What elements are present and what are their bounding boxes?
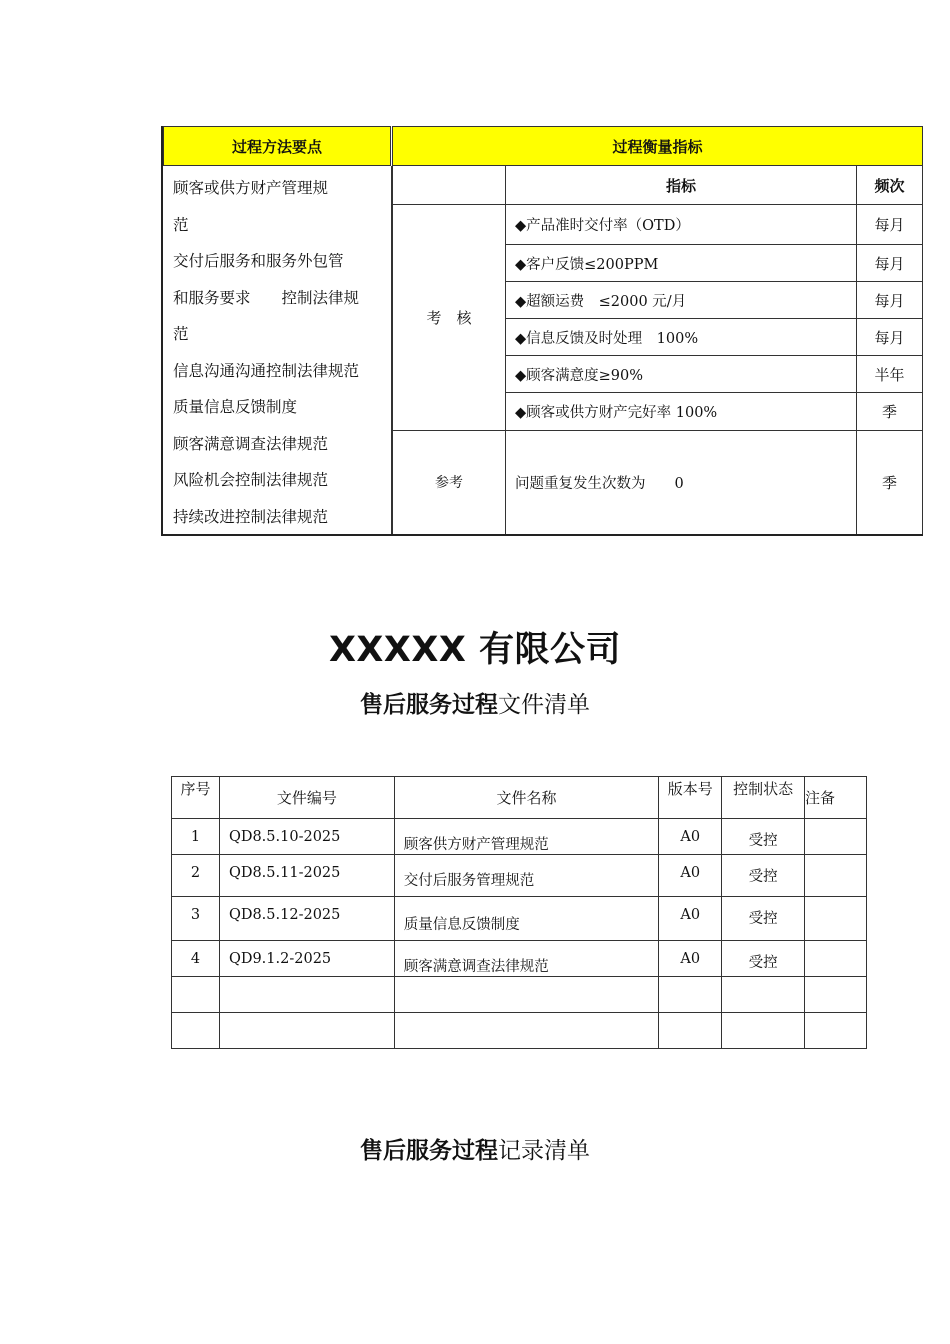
- frequency-cell: 每月: [874, 216, 905, 234]
- cell-seq: 1: [172, 819, 220, 855]
- column-indicator: 指标: [665, 176, 696, 195]
- cell-version: A0: [659, 819, 722, 855]
- cell-version: A0: [659, 855, 722, 897]
- indicator-info-feedback: ◆信息反馈及时处理 100%: [515, 330, 699, 347]
- method-line: 持续改进控制法律规范: [173, 507, 329, 526]
- table-row: [172, 855, 867, 897]
- cell-seq: [172, 977, 220, 1013]
- method-line: 交付后服务和服务外包管: [173, 252, 344, 270]
- cell-code: QD8.5.11-2025: [219, 855, 394, 897]
- cell-version: [659, 977, 722, 1013]
- cell-name: 质量信息反馈制度: [394, 897, 659, 941]
- cell-status: 受控: [722, 855, 805, 897]
- cell-seq: 2: [172, 855, 220, 897]
- table-row: [172, 977, 867, 1013]
- cell-code: QD9.1.2-2025: [219, 941, 394, 977]
- divider: [922, 166, 923, 534]
- cell-name: [394, 977, 659, 1013]
- record-list-title-normal: 记录清单: [498, 1138, 590, 1164]
- method-line: 范: [173, 325, 189, 343]
- cell-seq: 3: [172, 897, 220, 941]
- frequency-cell: 每月: [874, 328, 905, 347]
- indicator-satisfaction: ◆顾客满意度≥90%: [515, 367, 644, 384]
- column-frequency: 频次: [874, 176, 905, 195]
- method-line: 顾客满意调查法律规范: [173, 434, 329, 453]
- header-control-status: 控制状态: [722, 777, 805, 819]
- indicator-repeat-issues: 问题重复发生次数为 0: [515, 475, 684, 492]
- cell-name: 顾客满意调查法律规范: [394, 941, 659, 977]
- header-note: 注备: [805, 777, 867, 819]
- indicator-customer-feedback: ◆客户反馈≤200PPM: [515, 256, 659, 273]
- cell-note: [805, 977, 867, 1013]
- method-line: 信息沟通沟通控制法律规范: [173, 361, 360, 380]
- group-assessment: 考 核: [426, 309, 472, 327]
- cell-status: 受控: [722, 941, 805, 977]
- cell-note: [805, 941, 867, 977]
- frequency-cell: 每月: [874, 254, 905, 273]
- header-process-method: 过程方法要点: [163, 126, 391, 166]
- indicator-excess-freight: ◆超额运费 ≤2000 元/月: [515, 293, 687, 310]
- table-row: [172, 1013, 867, 1049]
- cell-code: QD8.5.10-2025: [219, 819, 394, 855]
- frequency-cell: 每月: [874, 291, 905, 310]
- process-table: [161, 126, 923, 536]
- header-file-code: 文件编号: [219, 777, 394, 819]
- cell-version: A0: [659, 897, 722, 941]
- frequency-cell: 季: [881, 403, 897, 421]
- cell-note: [805, 897, 867, 941]
- cell-version: [659, 1013, 722, 1049]
- method-line: 质量信息反馈制度: [173, 398, 298, 416]
- cell-name: 交付后服务管理规范: [394, 855, 659, 897]
- header-file-name: 文件名称: [394, 777, 659, 819]
- header-version: 版本号: [659, 777, 722, 819]
- header-process-metrics: 过程衡量指标: [392, 126, 923, 166]
- process-method-list: [173, 170, 388, 535]
- cell-note: [805, 819, 867, 855]
- cell-code: [219, 977, 394, 1013]
- company-title: XXXXX 有限公司: [328, 630, 622, 670]
- cell-note: [805, 855, 867, 897]
- cell-name: 顾客供方财产管理规范: [394, 819, 659, 855]
- cell-status: [722, 977, 805, 1013]
- record-list-title-bold: 售后服务过程: [360, 1138, 498, 1164]
- cell-code: QD8.5.12-2025: [219, 897, 394, 941]
- header-seq: 序号: [172, 777, 220, 819]
- table-row: [172, 941, 867, 977]
- table-row: [172, 819, 867, 855]
- divider: [505, 166, 506, 534]
- method-line: 风险机会控制法律规范: [173, 471, 329, 489]
- cell-version: A0: [659, 941, 722, 977]
- indicator-property-intact: ◆顾客或供方财产完好率 100%: [515, 405, 718, 421]
- file-list-title: [0, 686, 950, 719]
- indicator-otd: ◆产品准时交付率（OTD）: [515, 218, 690, 234]
- file-list-title-normal: 文件清单: [498, 692, 590, 718]
- cell-code: [219, 1013, 394, 1049]
- file-list-table: [171, 776, 867, 1049]
- cell-status: 受控: [722, 819, 805, 855]
- group-reference: 参考: [435, 475, 463, 491]
- method-line: 范: [173, 215, 189, 234]
- record-list-title: [0, 1132, 950, 1165]
- method-line: 和服务要求 控制法律规: [173, 288, 360, 307]
- cell-note: [805, 1013, 867, 1049]
- cell-seq: 4: [172, 941, 220, 977]
- frequency-cell: 半年: [874, 365, 905, 384]
- cell-status: 受控: [722, 897, 805, 941]
- cell-seq: [172, 1013, 220, 1049]
- file-list-title-bold: 售后服务过程: [360, 692, 498, 718]
- cell-status: [722, 1013, 805, 1049]
- frequency-cell: 季: [881, 473, 897, 492]
- method-line: 顾客或供方财产管理规: [173, 179, 329, 197]
- table-row: [172, 897, 867, 941]
- cell-name: [394, 1013, 659, 1049]
- table-header-row: [172, 777, 867, 819]
